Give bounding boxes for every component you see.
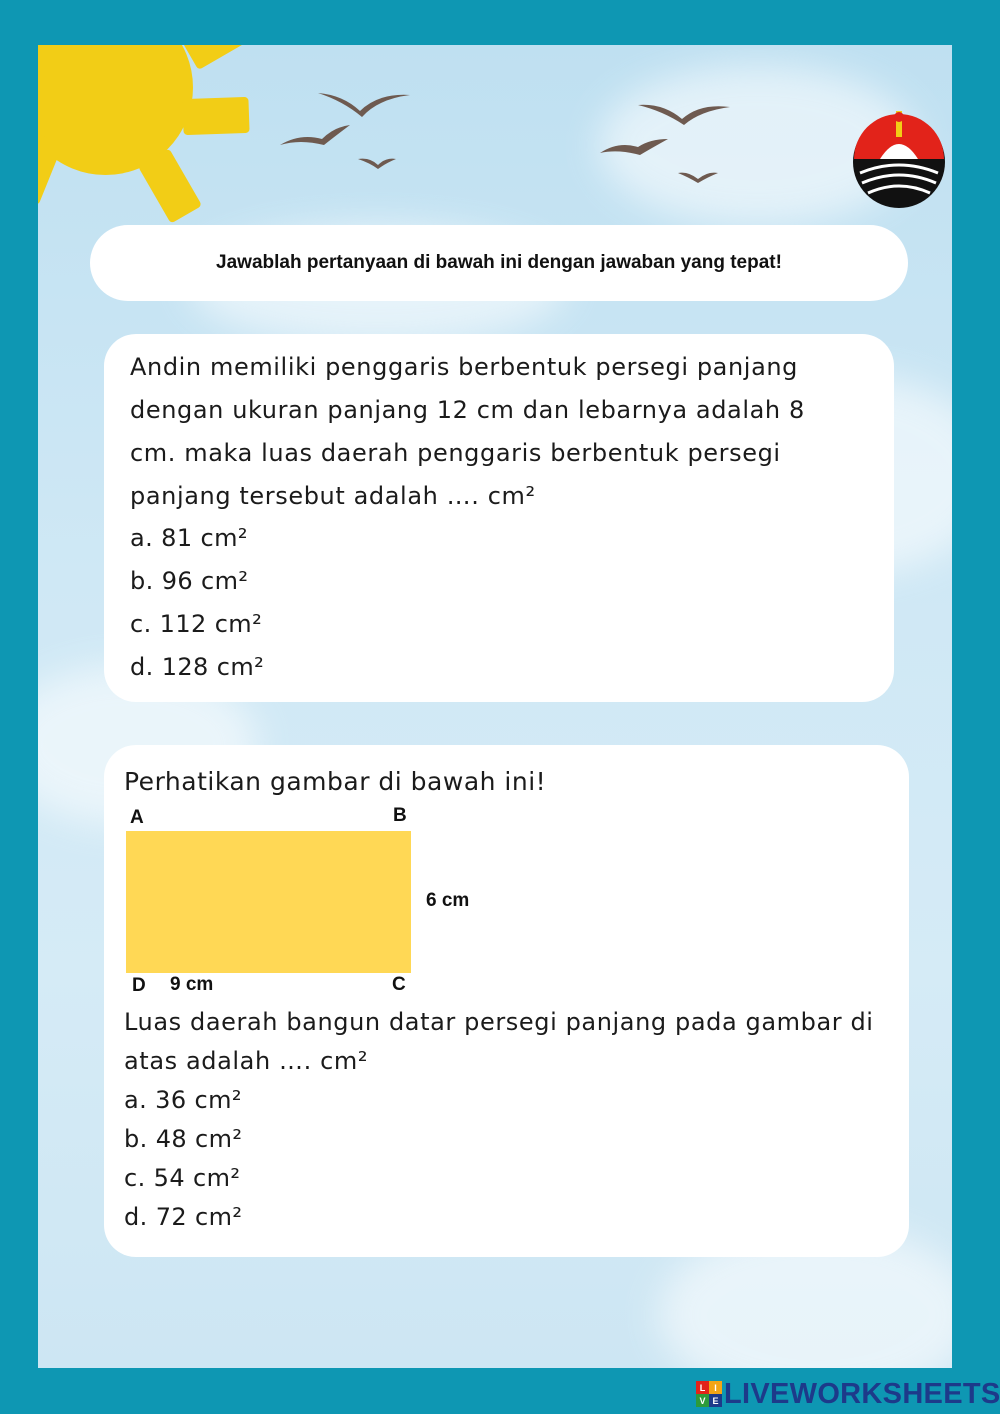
corner-label-c: C [392, 974, 406, 995]
question-2-option-b[interactable]: b. 48 cm² [124, 1125, 243, 1153]
question-2-option-d[interactable]: d. 72 cm² [124, 1203, 243, 1231]
question-1-option-c[interactable]: c. 112 cm² [130, 610, 263, 638]
instruction-text: Jawablah pertanyaan di bawah ini dengan jawaban yang tepat! [216, 252, 782, 273]
corner-label-d: D [132, 975, 146, 996]
question-2-option-a[interactable]: a. 36 cm² [124, 1086, 242, 1114]
liveworksheets-watermark [696, 1376, 1000, 1412]
question-2-options [124, 1081, 242, 1237]
question-2-intro: Perhatikan gambar di bawah ini! [124, 767, 547, 796]
question-2-text: Luas daerah bangun datar persegi panjang pada gambar di atas adalah …. cm² [124, 1008, 874, 1075]
corner-label-b: B [393, 805, 407, 826]
question-1-card [104, 334, 894, 702]
instruction-banner [90, 225, 908, 301]
question-1-option-d[interactable]: d. 128 cm² [130, 653, 265, 681]
yellow-rectangle [126, 831, 411, 973]
question-1-text: Andin memiliki penggaris berbentuk persegi panjang dengan ukuran panjang 12 cm dan lebarnya adalah 8 cm. maka luas daerah penggaris berbentuk persegi panjang tersebut adalah …. cm² [130, 353, 805, 510]
question-2-option-c[interactable]: c. 54 cm² [124, 1164, 241, 1192]
question-1-option-b[interactable]: b. 96 cm² [130, 567, 249, 595]
width-label: 9 cm [170, 974, 214, 995]
question-2-card [104, 745, 909, 1257]
corner-label-a: A [130, 807, 144, 828]
birds-illustration [38, 45, 952, 245]
liveworksheets-logo-icon: L I V E [696, 1381, 722, 1407]
height-label: 6 cm [426, 890, 470, 911]
question-1-option-a[interactable]: a. 81 cm² [130, 524, 248, 552]
question-1-options [130, 517, 264, 689]
university-logo [850, 111, 948, 209]
liveworksheets-brand: LIVEWORKSHEETS [724, 1377, 1000, 1410]
